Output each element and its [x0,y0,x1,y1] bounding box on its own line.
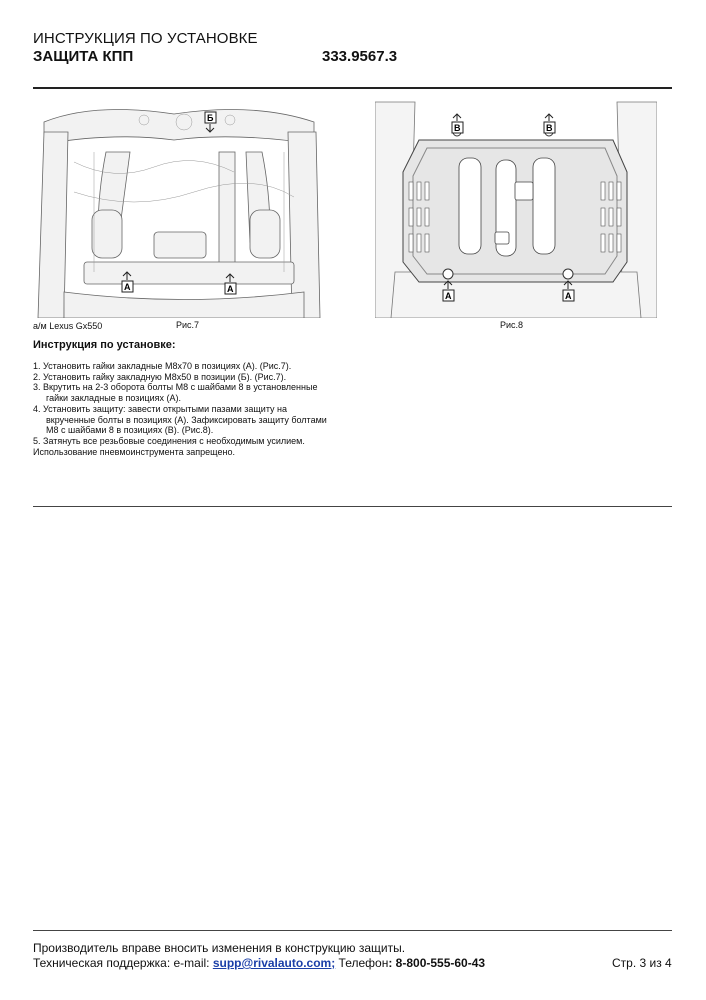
figure-8-image [375,92,657,318]
figure-7-caption: Рис.7 [176,320,200,330]
instruction-line: вкрученные болты в позициях (А). Зафиксировать защиту болтами [46,414,327,425]
instruction-line: 1. Установить гайки закладные М8х70 в позициях (А). (Рис.7). [33,361,292,371]
figure-8-caption: Рис.8 [500,320,524,330]
instruction-line: М8 с шайбами 8 в позициях (В). (Рис.8). [46,425,214,436]
marker-v-right-fig8 [544,114,555,133]
section-divider [33,506,672,507]
car-model-caption: а/м Lexus Gx550 [33,321,103,331]
instruction-line: 3. Вкрутить на 2-3 оборота болты М8 с шайбами 8 в установленные [33,382,318,393]
product-code: 333.9567.3 [322,48,398,65]
instruction-line: 4. Установить защиту: завести открытыми пазами защиту на [33,403,288,414]
product-name: ЗАЩИТА КПП [33,48,134,65]
support-label: Техническая поддержка: e-mail: [33,956,213,970]
document-title: ИНСТРУКЦИЯ ПО УСТАНОВКЕ [33,30,258,47]
marker-label: В [454,123,461,133]
marker-label: А [445,291,452,301]
marker-label: В [546,123,553,133]
support-phone: : 8-800-555-60-43 [388,956,486,970]
support-email-link[interactable]: supp@rivalauto.com; [212,956,336,970]
marker-label: Б [207,113,214,123]
page-number: Стр. 3 из 4 [612,956,672,970]
phone-label: Телефон [335,956,389,970]
marker-label: А [565,291,572,301]
footer-disclaimer: Производитель вправе вносить изменения в конструкцию защиты. [33,941,406,955]
marker-label: А [124,282,131,292]
header-divider [33,87,672,89]
instructions-heading: Инструкция по установке: [33,339,176,351]
instruction-line: 5. Затянуть все резьбовые соединения с необходимым усилием. [33,435,305,446]
instruction-line: гайки закладные в позициях (А). [46,393,181,404]
figure-7-image [34,92,322,318]
instruction-line: Использование пневмоинструмента запрещено. [33,446,235,457]
instruction-line: 2. Установить гайку закладную М8х50 в позиции (Б). (Рис.7). [33,371,287,382]
marker-label: А [227,284,234,294]
footer-divider [33,930,672,931]
instructions-list [33,361,363,457]
marker-v-left-fig8 [452,114,463,133]
footer-support [33,956,485,970]
